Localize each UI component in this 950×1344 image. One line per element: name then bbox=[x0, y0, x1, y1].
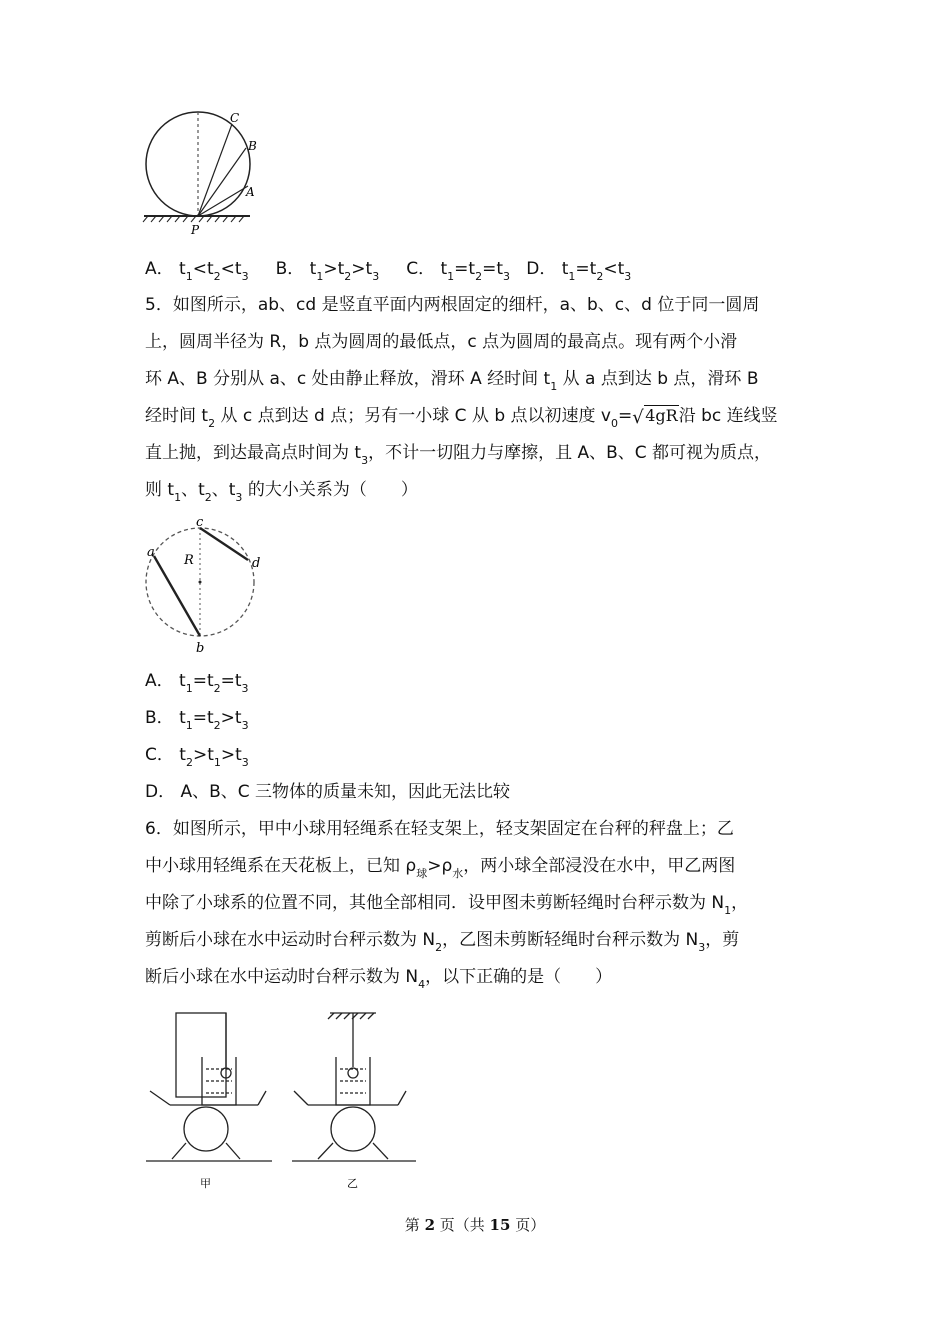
q5-option-c: C． $t_2>t_1>t_3$ bbox=[145, 745, 249, 769]
q5-line-2: 上，圆周半径为 R，b 点为圆周的最低点，c 点为圆周的最高点。现有两个小滑 bbox=[145, 332, 738, 352]
label-P: P bbox=[191, 223, 200, 237]
label-B: B bbox=[248, 139, 257, 153]
q6-line-5: 断后小球在水中运动时台秤示数为 $N_4$，以下正确的是（ ） bbox=[145, 967, 613, 991]
label-c: c bbox=[196, 515, 204, 530]
page-footer: 第 2 页（共 15 页） bbox=[404, 1216, 546, 1234]
q4-option-b: B． $t_1>t_2>t_3$ bbox=[275, 259, 380, 283]
label-d: d bbox=[252, 556, 261, 571]
q4-options bbox=[145, 258, 632, 283]
q6-scales-figure bbox=[140, 1005, 430, 1195]
q4-option-a: A． $t_1<t_2<t_3$ bbox=[145, 259, 249, 283]
label-b: b bbox=[196, 641, 205, 656]
q5-line-3: 环 A、B 分别从 a、c 处由静止释放，滑环 A 经时间 $t_1$ 从 a 点到达 b 点，滑环 B bbox=[145, 369, 759, 393]
q4-option-d: D． $t_1=t_2<t_3$ bbox=[526, 259, 632, 283]
label-A: A bbox=[246, 185, 255, 199]
sqrt-expression: √ 4gR bbox=[632, 406, 678, 428]
q4-circle-figure bbox=[140, 108, 270, 238]
label-yi: 乙 bbox=[347, 1177, 358, 1190]
label-R: R bbox=[184, 553, 194, 568]
q5-line-4: 经时间 $t_2$ 从 c 点到达 d 点；另有一小球 C 从 b 点以初速度 $v_0=$ √ 4gR沿 bc 连线竖 bbox=[145, 406, 778, 430]
label-C: C bbox=[230, 111, 240, 125]
q5-line-1: 5．如图所示，ab、cd 是竖直平面内两根固定的细杆，a、b、c、d 位于同一圆周 bbox=[145, 295, 760, 315]
q4-option-c: C． $t_1=t_2=t_3$ bbox=[406, 259, 511, 283]
q6-line-1: 6．如图所示，甲中小球用轻绳系在轻支架上，轻支架固定在台秤的秤盘上；乙 bbox=[145, 819, 734, 839]
label-a: a bbox=[147, 545, 155, 560]
q6-line-2: 中小球用轻绳系在天花板上，已知 $\rho_球>\rho_水$，两小球全部浸没在水中，甲乙两图 bbox=[145, 856, 736, 880]
q5-option-b: B． $t_1=t_2>t_3$ bbox=[145, 708, 249, 732]
q5-option-a: A． $t_1=t_2=t_3$ bbox=[145, 671, 249, 695]
total-pages: 15 bbox=[489, 1216, 511, 1234]
q5-option-d: D． A、B、C 三物体的质量未知，因此无法比较 bbox=[145, 782, 511, 802]
q5-circle-figure bbox=[140, 512, 270, 657]
q6-line-3: 中除了小球系的位置不同，其他全部相同．设甲图未剪断轻绳时台秤示数为 $N_1$， bbox=[145, 893, 749, 917]
label-jia: 甲 bbox=[200, 1177, 211, 1190]
current-page: 2 bbox=[424, 1216, 435, 1234]
q5-line-6: 则 $t_1$、$t_2$、$t_3$ 的大小关系为（ ） bbox=[145, 480, 418, 504]
q5-line-5: 直上抛，到达最高点时间为 $t_3$，不计一切阻力与摩擦，且 A、B、C 都可视为质点， bbox=[145, 443, 772, 467]
q6-line-4: 剪断后小球在水中运动时台秤示数为 $N_2$，乙图未剪断轻绳时台秤示数为 $N_3$，剪 bbox=[145, 930, 740, 954]
